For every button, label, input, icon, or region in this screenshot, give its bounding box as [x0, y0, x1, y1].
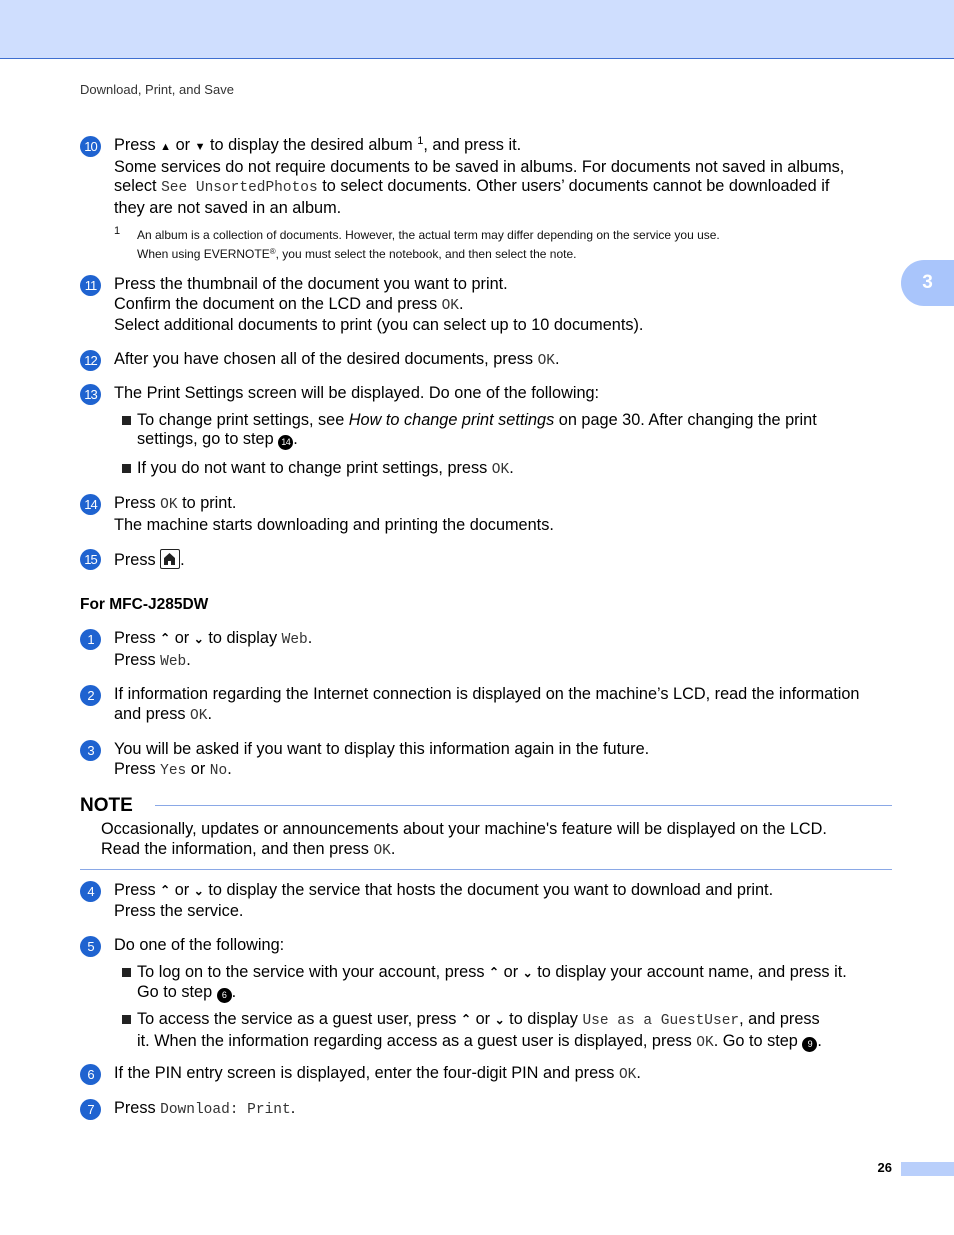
step-number: 7: [80, 1099, 101, 1120]
step-number: 2: [80, 685, 101, 706]
bullet-square-icon: [122, 968, 131, 977]
step-number: 10: [80, 136, 101, 157]
lcd-option-text: See UnsortedPhotos: [161, 180, 318, 197]
bullet-square-icon: [122, 1015, 131, 1024]
page-tab: [901, 1162, 954, 1176]
step-ref-icon: 6: [217, 988, 232, 1003]
chevron-down-icon: ⌄: [494, 1013, 505, 1028]
chevron-up-icon: ⌃: [489, 964, 500, 979]
note-divider: [80, 869, 892, 870]
step-number: 6: [80, 1064, 101, 1085]
down-arrow-icon: ▼: [194, 141, 206, 153]
step-4: 4 Press ⌃ or ⌄ to display the service that hosts the document you want to download and print. Press the service.: [80, 881, 892, 921]
bullet-item: To log on to the service with your account, press ⌃ or ⌄ to display your account name, and press it. Go to step 6 .: [114, 963, 892, 1004]
step-number: 1: [80, 629, 101, 650]
note-body: Occasionally, updates or announcements about your machine's feature will be displayed on the LCD. Read the information, and then press OK.: [101, 820, 827, 859]
page-number: 26: [877, 1160, 892, 1175]
step-number: 13: [80, 384, 101, 405]
step-6: 6 If the PIN entry screen is displayed, enter the four-digit PIN and press OK.: [80, 1064, 892, 1086]
step-ref-icon: 9: [802, 1037, 817, 1052]
chevron-down-icon: ⌄: [193, 632, 204, 646]
up-arrow-icon: ▲: [160, 141, 172, 153]
step-ref-icon: 14: [278, 435, 293, 450]
step-number: 5: [80, 936, 101, 957]
footnote: 1 An album is a collection of documents. However, the actual term may differ depending on the service you use. When using EVERNOTE®, you must select the notebook, and then select the note.: [114, 225, 720, 261]
bullet-square-icon: [122, 464, 131, 473]
chevron-up-icon: ⌃: [160, 631, 171, 645]
step-10: 10 Press ▲ or ▼ to display the desired album $^1$, and press it. Some services do not require documents to be saved in albums. For documents not saved in albums, select See UnsortedPhotos to select documents. Other users’ documents cannot be downloaded if they are not saved in an album.: [80, 136, 892, 218]
step-number: 15: [80, 549, 101, 570]
note-title: NOTE: [80, 795, 133, 816]
chevron-up-icon: ⌃: [460, 1012, 472, 1027]
chevron-down-icon: ⌄: [522, 965, 533, 980]
step-13: 13 The Print Settings screen will be displayed. Do one of the following: To change print settings, see How to change print settings on page 30. After changing the print settings, go to step 14 . If you do not want to change print settings, press OK.: [80, 384, 892, 481]
bullet-item: To change print settings, see How to change print settings on page 30. After changing the print settings, go to step 14 .: [114, 411, 892, 451]
step-11: 11 Press the thumbnail of the document you want to print. Confirm the document on the LCD and press OK. Select additional documents to print (you can select up to 10 documents).: [80, 275, 892, 336]
note-divider: [155, 805, 892, 806]
step-2: 2 If information regarding the Internet connection is displayed on the machine’s LCD, read the information and press OK.: [80, 685, 892, 726]
step-15: 15 Press .: [80, 549, 892, 571]
bullet-item: If you do not want to change print settings, press OK.: [114, 459, 892, 481]
step-number: 12: [80, 350, 101, 371]
cross-reference-link[interactable]: How to change print settings: [348, 410, 555, 429]
step-number: 14: [80, 494, 101, 515]
section-subheading: For MFC-J285DW: [80, 596, 209, 613]
step-5: 5 Do one of the following: To log on to the service with your account, press ⌃ or ⌄ to display your account name, and press it. Go to step 6 . To access the service as a guest user, press ⌃ or ⌄ to display Use as a GuestUser, and press it. When the information regarding access as a guest user is displayed, press OK. Go to step 9 .: [80, 936, 892, 1053]
home-icon: [160, 549, 180, 569]
chevron-down-icon: ⌄: [193, 884, 204, 898]
step-12: 12 After you have chosen all of the desired documents, press OK.: [80, 350, 892, 372]
step-number: 4: [80, 881, 101, 902]
step-1: 1 Press ⌃ or ⌄ to display Web. Press Web.: [80, 629, 892, 672]
footnote-marker: 1: [417, 135, 424, 147]
step-14: 14 Press OK to print. The machine starts downloading and printing the documents.: [80, 494, 892, 535]
top-banner: [0, 0, 954, 59]
bullet-item: To access the service as a guest user, press ⌃ or ⌄ to display Use as a GuestUser, and press it. When the information regarding access as a guest user is displayed, press OK. Go to step 9 .: [114, 1010, 892, 1053]
step-3: 3 You will be asked if you want to display this information again in the future. Press Yes or No.: [80, 740, 892, 781]
step-7: 7 Press Download: Print.: [80, 1099, 892, 1121]
chevron-up-icon: ⌃: [160, 883, 171, 897]
chapter-tab: 3: [901, 260, 954, 306]
running-header: Download, Print, and Save: [80, 82, 234, 97]
bullet-square-icon: [122, 416, 131, 425]
step-number: 3: [80, 740, 101, 761]
step-number: 11: [80, 275, 101, 296]
